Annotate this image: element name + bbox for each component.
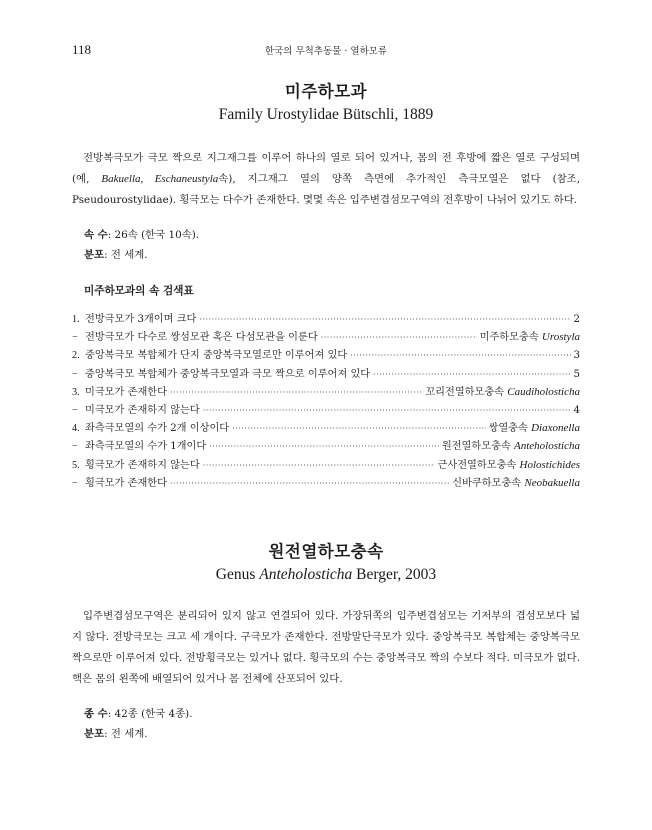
- key-row-number: 5.: [72, 459, 80, 471]
- genus-subtitle-italic: Anteholosticha: [259, 565, 353, 583]
- key-row: [72, 419, 580, 437]
- key-row-leader: [373, 370, 570, 379]
- genus-title: 원전열하모충속: [268, 541, 384, 561]
- key-row: [72, 437, 580, 455]
- running-title: 한국의 무척추동물 · 열하모류: [264, 46, 388, 57]
- family-subtitle: Family Urostylidae Bütschli, 1889: [218, 106, 434, 123]
- key-row-leader: [350, 351, 570, 360]
- key-row-result: 5: [573, 368, 580, 380]
- family-distribution: [72, 245, 580, 265]
- key-row-leader: [170, 479, 449, 488]
- distribution-value: : 전 세계.: [104, 727, 148, 740]
- genus-species-count: [72, 704, 580, 724]
- key-row-text: 좌측극모열의 수가 2개 이상이다: [85, 423, 230, 435]
- species-count-value: : 42종 (한국 4종).: [107, 707, 193, 720]
- key-row-result: 꼬리전열하모충속 Caudiholosticha: [425, 385, 580, 398]
- key-row-text: 횡극모가 존재한다: [85, 477, 167, 489]
- key-row-text: 미극모가 존재하지 않는다: [85, 404, 200, 416]
- key-title: 미주하모과의 속 검색표: [84, 285, 194, 297]
- key-row: [72, 474, 580, 492]
- key-row-result: 4: [573, 404, 580, 416]
- key-row-text: 미극모가 존재한다: [85, 386, 167, 398]
- key-row: [72, 365, 580, 383]
- key-row-text: 횡극모가 존재하지 않는다: [85, 459, 200, 471]
- key-row-result: 3: [573, 350, 580, 362]
- key-row: [72, 310, 580, 328]
- key-row-leader: [203, 406, 571, 415]
- key-row-result: 근사전열하모충속 Holostichides: [437, 458, 580, 471]
- key-row-text: 전방극모가 3개이며 크다: [85, 314, 197, 325]
- genus-count-value: : 26속 (한국 10속).: [107, 229, 200, 241]
- distribution-value: : 전 세계.: [104, 249, 148, 261]
- key-row-result: 2: [573, 314, 580, 325]
- key-row-genus-name: Diaxonella: [531, 422, 580, 435]
- key-row: [72, 383, 580, 401]
- key-row-leader: [203, 461, 435, 470]
- key-row-result: 원전열하모충속 Anteholosticha: [441, 440, 580, 453]
- key-row-genus-name: Holostichides: [519, 458, 580, 471]
- key-row-number: 2.: [72, 350, 80, 362]
- key-row-genus-name: Anteholosticha: [514, 440, 580, 453]
- key-row-genus-name: Neobakuella: [524, 476, 580, 489]
- key-row-text: 좌측극모열의 수가 1개이다: [85, 441, 207, 453]
- key-row-leader: [232, 424, 485, 433]
- key-row-text: 중앙복극모 복합체가 중앙복극모열과 극모 짝으로 이루어져 있다: [85, 368, 371, 380]
- key-row-result: 신바쿠하모충속 Neobakuella: [452, 476, 580, 489]
- key-row-number: −: [72, 368, 78, 380]
- key-row: [72, 456, 580, 474]
- key-row: [72, 346, 580, 364]
- key-row-result: 미주하모충속 Urostyla: [479, 331, 580, 344]
- page-number: 118: [72, 42, 92, 57]
- distribution-label: 분포: [84, 727, 105, 740]
- key-row-number: −: [72, 441, 78, 453]
- key-row: [72, 328, 580, 346]
- key-row-genus-name: Urostyla: [541, 331, 580, 344]
- key-row-number: −: [72, 404, 78, 416]
- family-description-part: 속), 지그재그 열의 양쪽 측면에 추가적인 측극모열은 없다 (참조, Pseudourostylidae). 횡극모는 다수가 존재한다. 몇몇 속은 입주변겹섬모구역의 전후방이 나뉘어 있기도 하다.: [72, 173, 580, 206]
- key-row-genus-name: Caudiholosticha: [507, 385, 580, 398]
- key-row-number: 1.: [72, 314, 80, 325]
- key-row-leader: [209, 442, 439, 451]
- key-row-leader: [321, 333, 477, 342]
- family-description: [72, 148, 580, 211]
- key-row-text: 중앙복극모 복합체가 단지 중앙복극모열로만 이루어져 있다: [85, 350, 348, 362]
- key-row-number: −: [72, 332, 78, 344]
- genus-subtitle-pre: Genus: [215, 565, 260, 583]
- identification-key: [72, 310, 580, 492]
- key-row-number: −: [72, 477, 78, 489]
- key-row-leader: [170, 388, 422, 397]
- page: [72, 42, 580, 744]
- species-count-label: 종 수: [84, 707, 108, 720]
- genus-distribution: [72, 724, 580, 744]
- family-title: 미주하모과: [284, 82, 368, 101]
- distribution-label: 분포: [84, 249, 105, 261]
- genus-subtitle: [72, 566, 580, 584]
- family-genus-count: [72, 225, 580, 245]
- key-row-leader: [199, 315, 570, 324]
- key-row: [72, 401, 580, 419]
- family-description-italic: Bakuella, Eschaneustyla: [101, 173, 219, 185]
- key-row-result: 쌍열충속 Diaxonella: [488, 422, 580, 435]
- genus-count-label: 속 수: [84, 229, 108, 241]
- page-header: [72, 42, 580, 58]
- genus-description: 입주변겹섬모구역은 분리되어 있지 않고 연결되어 있다. 가장뒤쪽의 입주변겹섬모는 기저부의 겹섬모보다 넓지 않다. 전방극모는 크고 세 개이다. 구극모가 존재한다. 전방말단극모가 있다. 중앙복극모 복합체는 중앙복극모 짝으로만 이루어져 있다. 전방횡극모는 있거나 없다. 횡극모의 수는 중앙복극모 짝의 수보다 적다. 미극모가 없다. 핵은 몸의 왼쪽에 배열되어 있거나 몸 전체에 산포되어 있다.: [72, 609, 580, 685]
- family-description-part: 전방복극모가 극모 짝으로 지그재그를 이루어 하나의 열로 되어 있거나, 몸의 전 후방에 짧은 열로 구성되며 (예,: [72, 152, 580, 185]
- genus-subtitle-post: Berger, 2003: [352, 565, 437, 583]
- key-row-number: 4.: [72, 423, 80, 435]
- key-row-text: 전방극모가 다수로 쌍섬모관 혹은 다섬모관을 이룬다: [85, 332, 318, 344]
- key-row-number: 3.: [72, 386, 80, 398]
